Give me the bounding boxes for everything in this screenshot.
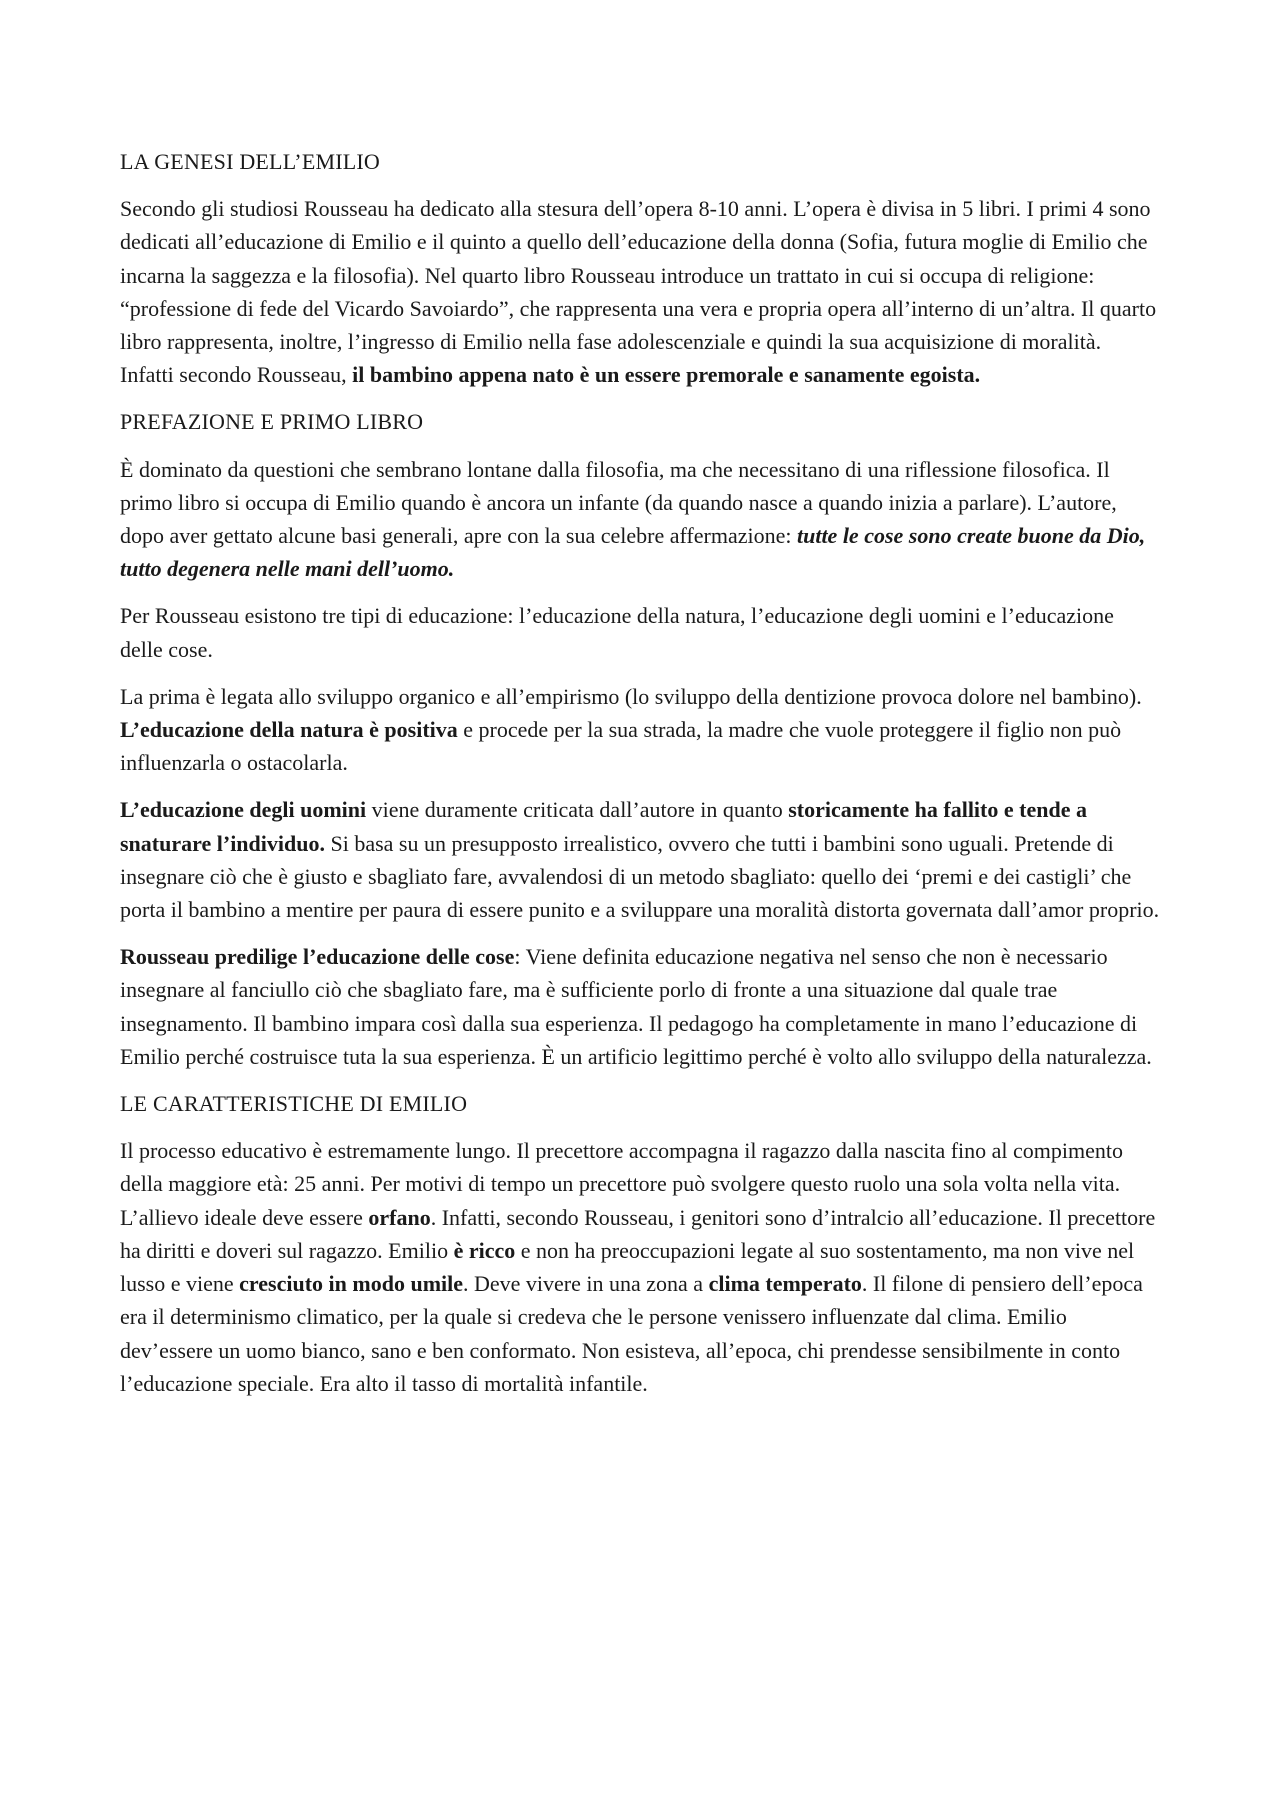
paragraph-prefazione-5 (120, 940, 1160, 1073)
paragraph-prefazione-1 (120, 453, 1160, 586)
document-page (120, 145, 1160, 1414)
text-segment: . Il filone di pensiero dell’epoca era il determinismo climatico, per la quale si credeva che le persone venissero influenzate dal clima. Emilio dev’essere un uomo bianco, sano e ben conformato. Non esisteva, all’epoca, chi prendesse sensibilmente in conto l’educazione speciale. Era alto il tasso di mortalità infantile. (120, 1271, 1143, 1396)
text-segment: e procede per la sua strada, la madre che vuole proteggere il figlio non può influenzarla o ostacolarla. (120, 717, 1122, 776)
text-segment: : Viene definita educazione negativa nel senso che non è necessario insegnare al fanciullo ciò che sbagliato fare, ma è sufficiente porlo di fronte a una situazione dal quale trae insegnamento. Il bambino impara così dalla sua esperienza. Il pedagogo ha completamente in mano l’educazione di Emilio perché costruisce tuta la sua esperienza. È un artificio legittimo perché è volto allo sviluppo della naturalezza. (120, 944, 1152, 1069)
text-segment: È dominato da questioni che sembrano lontane dalla filosofia, ma che necessitano di una riflessione filosofica. Il primo libro si occupa di Emilio quando è ancora un infante (da quando nasce a quando inizia a parlare). L’autore, dopo aver gettato alcune basi generali, apre con la sua celebre affermazione: (120, 456, 1117, 549)
bold-text-segment: orfano (368, 1204, 431, 1230)
bold-text-segment: L’educazione degli uomini (120, 797, 367, 823)
paragraph-caratteristiche (120, 1134, 1160, 1400)
text-segment: viene duramente criticata dall’autore in quanto (366, 797, 789, 823)
bold-text-segment: clima temperato (708, 1271, 862, 1297)
text-segment: . Deve vivere in una zona a (463, 1271, 709, 1297)
section-heading-prefazione: PREFAZIONE E PRIMO LIBRO (120, 409, 424, 435)
section-heading-genesi: LA GENESI DELL’EMILIO (120, 149, 381, 174)
bold-text-segment: cresciuto in modo umile (239, 1271, 464, 1297)
text-segment: La prima è legata allo sviluppo organico e all’empirismo (lo sviluppo della dentizione provoca dolore nel bambino). (120, 683, 1142, 709)
text-segment: . Infatti, secondo Rousseau, i genitori sono d’intralcio all’educazione. Il precettore ha diritti e doveri sul ragazzo. Emilio (120, 1204, 1156, 1263)
paragraph-prefazione-2 (120, 599, 1160, 665)
bold-text-segment: storicamente ha fallito e tende a snaturare l’individuo. (120, 797, 1087, 856)
text-segment: e non ha preoccupazioni legate al suo sostentamento, ma non vive nel lusso e viene (120, 1237, 1135, 1297)
text-segment: Il processo educativo è estremamente lungo. Il precettore accompagna il ragazzo dalla nascita fino al compimento della maggiore età: 25 anni. Per motivi di tempo un precettore può svolgere questo ruolo una sola volta nella vita. L’allievo ideale deve essere (120, 1138, 1124, 1230)
bold-text-segment: Rousseau predilige l’educazione delle cose (120, 944, 515, 970)
section-heading-caratteristiche: LE CARATTERISTICHE DI EMILIO (120, 1091, 468, 1117)
text-segment: Si basa su un presupposto irrealistico, ovvero che tutti i bambini sono uguali. Pretende di insegnare ciò che è giusto e sbagliato fare, avvalendosi di un metodo sbagliato: quello dei ‘premi e dei castigli’ che porta il bambino a mentire per paura di essere punito e a sviluppare una moralità distorta governata dall’amor proprio. (120, 830, 1160, 923)
bold-text-segment: è ricco (453, 1237, 516, 1263)
bold-text-segment: L’educazione della natura è positiva (120, 717, 458, 743)
text-segment: Per Rousseau esistono tre tipi di educazione: l’educazione della natura, l’educazione degli uomini e l’educazione delle cose. (120, 603, 1114, 662)
paragraph-prefazione-3 (120, 680, 1160, 780)
paragraph-prefazione-4 (120, 793, 1160, 926)
text-segment: Secondo gli studiosi Rousseau ha dedicato alla stesura dell’opera 8-10 anni. L’opera è divisa in 5 libri. I primi 4 sono dedicati all’educazione di Emilio e il quinto a quello dell’educazione della donna (Sofia, futura moglie di Emilio che incarna la saggezza e la filosofia). Nel quarto libro Rousseau introduce un trattato in cui si occupa di religione: “professione di fede del Vicardo Savoiardo”, che rappresenta una vera e propria opera all’interno di un’altra. Il quarto libro rappresenta, inoltre, l’ingresso di Emilio nella fase adolescenziale e quindi la sua acquisizione di moralità. Infatti secondo Rousseau, (120, 196, 1157, 388)
paragraph-genesi (120, 192, 1160, 391)
bold-text-segment: il bambino appena nato è un essere premorale e sanamente egoista. (352, 362, 981, 388)
bold-italic-text-segment: tutte le cose sono create buone da Dio, tutto degenera nelle mani dell’uomo. (120, 523, 1146, 582)
